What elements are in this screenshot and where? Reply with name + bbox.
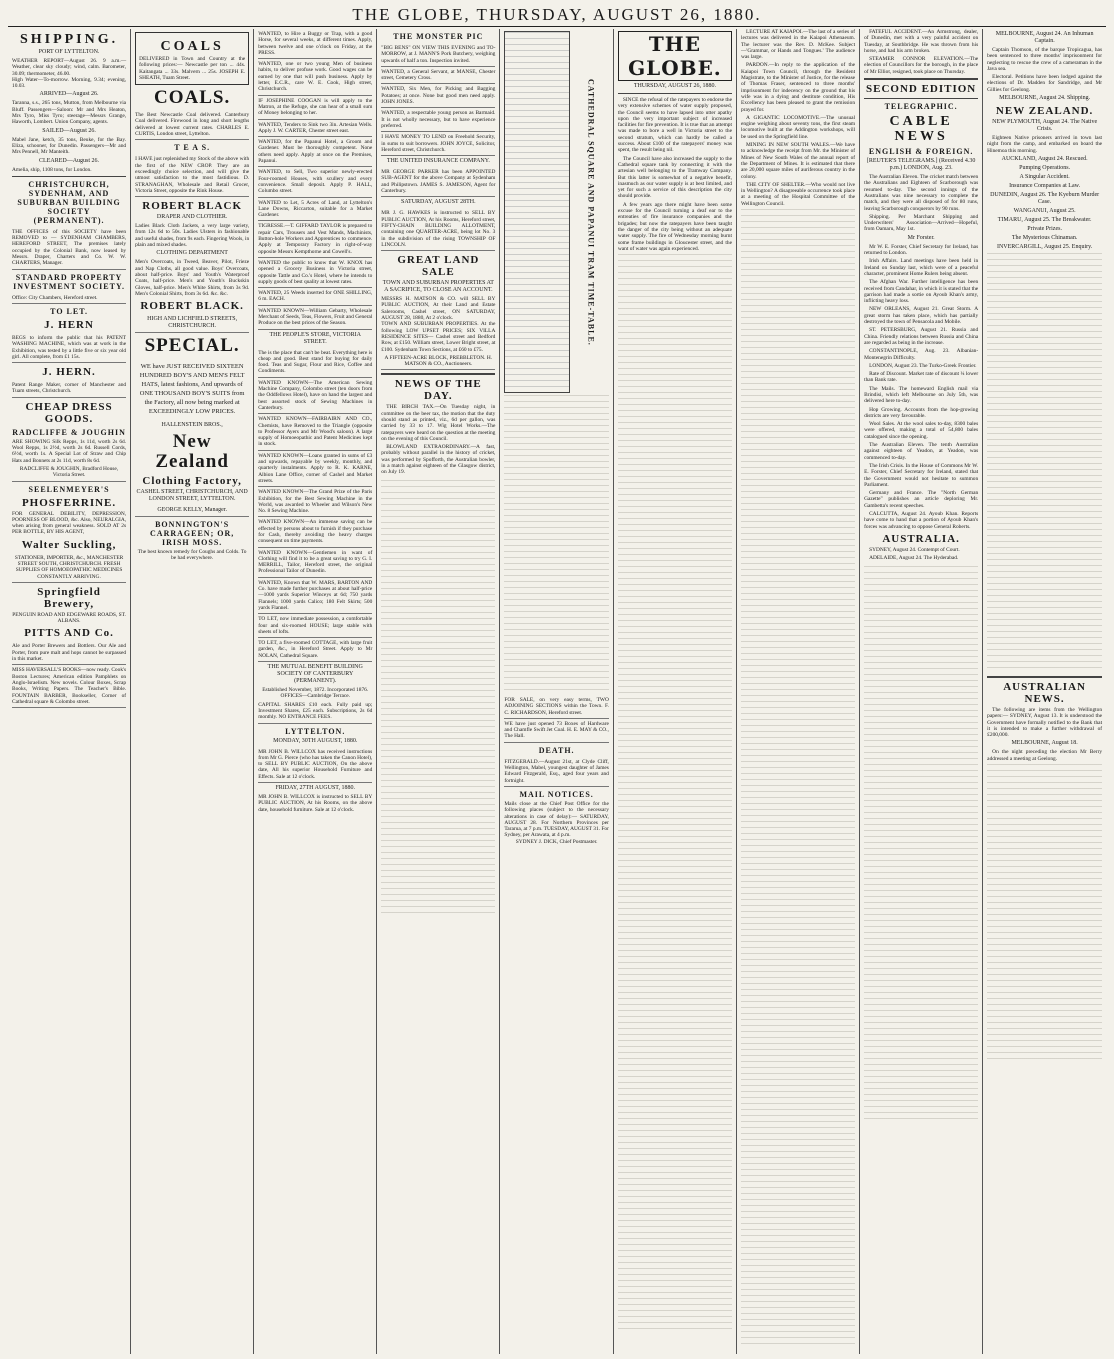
haversall-ad: MISS HAVERSALL'S BOOKS—now ready. Cook's Boston Lectures; American edition Pamphlets on Anglo-Israelism. New novels. Colour Boxes, Scrap Books, Writing Papers. The Teacher's Bible. FOUNTAIN BARBER, Bookseller, Corner of Cathedral square & Colombo street. <box>12 665 126 708</box>
great-land-sale-sub: TOWN AND SUBURBAN PROPERTIES AT A SACRIFICE, TO CLOSE AN ACCOUNT. <box>382 280 494 294</box>
wanted-ad: WANTED KNOWN—An immense saving can be effected by persons about to furnish if they purchase for Cash, thereby avoiding the heavy charges consequent on time payments. <box>258 517 372 547</box>
news-paragraph: PARDON.—In reply to the application of the Kaiapoi Town Council, through the Resident Magistrate, to the Minister of Justice, for the release of Thomas Fraser, sentenced to three months' imprisonment for indecency on the ground that his wife was in a dying and destitute condition, His Excellency has been pleased to grant the remission prayed for. <box>740 62 856 113</box>
insurance-text: MR GEORGE PARKER has been APPOINTED SUB-AGENT for the above Company at Sydenham and Philipstown. JAMES S. JAMESON, Agent for Canterbury. <box>381 167 495 197</box>
second-edition-heading: SECOND EDITION <box>865 83 977 96</box>
nz-news-body <box>987 47 1102 102</box>
wanted-ad: WANTED KNOWN—Loans granted in sums of £3 and upwards, repayable by weekly, monthly, and quarterly instalments. Apply to R. K. KARNE, Albion Lane Office, corner of Cashel and Market streets. <box>258 451 372 487</box>
christchurch-society-heading: CHRISTCHURCH, SYDENHAM, AND SUBURBAN BUILDING SOCIETY (PERMANENT). <box>17 179 121 225</box>
phosferrine-heading: PHOSFERRINE. <box>21 496 117 509</box>
australia-body <box>864 547 978 562</box>
to-let-ad: TO LET, now immediate possession, a comfortable four and six-roomed HOUSE; large stable with sheets of lofts. <box>258 614 372 638</box>
cable-item: Wool Sales. At the wool sales to-day, 8300 bales were offered, making a total of 54,800 bales catalogued since the opening. <box>864 421 979 440</box>
clothing-factory-heading: Clothing Factory, <box>142 475 242 488</box>
to-let-ad: TO LET, a five-roomed COTTAGE, with large fruit garden, &c., in Hereford Street. Apply to Mr NOLAN, Cathedral Square. <box>258 638 372 662</box>
cable-item: Mr W. E. Forster, Chief Secretary for Ireland, has returned to London. <box>864 243 979 257</box>
wanted-ad: IF JOSEPHINE COOGAN is will apply to the Matron, at the Refuge, she can hear of a small sum of Money belonging to her. <box>258 96 372 120</box>
column-shipping <box>8 29 131 1354</box>
double-rule <box>864 78 978 80</box>
reuter-line: [REUTER'S TELEGRAMS.] (Received 4.30 p.m.) LONDON, Aug. 23. <box>866 158 976 172</box>
monday-sale-text: MR JOHN B. WILLCOX has received instructions from Mr G. Pierce (who has taken the Canon Hotel), to SELL BY PUBLIC AUCTION, On the above date, All his superior Household Furniture and Effects. Sale at 12 o'clock. <box>258 747 372 783</box>
cable-news-body <box>864 174 978 530</box>
leader-paragraph: The Council have also increased the supply to the Cathedral square tank by connecting it with the artesian well belonging to the Tramway Company. But this latter is somewhat of a negative benefit, inasmuch as our water supply is at best limited, and yet for such a service of this description the city should provide. <box>617 155 732 200</box>
tram-timetable <box>504 31 596 393</box>
lyttelton-heading: LYTTELTON. <box>285 726 346 736</box>
hallenstein: HALLENSTEIN BROS., <box>161 422 223 429</box>
port-heading: PORT OF LYTTELTON. <box>38 49 100 55</box>
great-land-sale-heading: GREAT LAND SALE <box>397 254 480 279</box>
cable-item: CONSTANTINOPLE, Aug. 23. Albanian-Montenegrin Difficulty. <box>864 348 979 361</box>
local-news <box>741 29 855 207</box>
insurance-heading: THE UNITED INSURANCE COMPANY. <box>386 158 490 165</box>
capital-shares-text: CAPITAL SHARES £10 each. Fully paid up; Investment Shares, £25 each. Subscriptions, 2s 6d monthly. NO ENTRANCE FEES. <box>258 700 372 724</box>
news-paragraph: MINING IN NEW SOUTH WALES.—We have to acknowledge the receipt from Mr. the Minister of Mines of New South Wales of the annual report of the Department of Mines. It is estimated that there are 20,000 square miles of auriferous country in the colony. <box>740 142 856 180</box>
cable-item: SYDNEY, August 24. Contempt of Court. <box>869 546 960 553</box>
news-paragraph: LECTURE AT KAIAPOI.—The last of a series of lectures was delivered in the Kaiapoi Athenaeum. The lecturer was the Rev. D. McKee. Subject—'Grammar, or Hands and Tongues.' The audience was large. <box>740 29 856 61</box>
cable-item: Rate of Discount. Market rate of discount ¼ lower than Bank rate. <box>864 371 979 384</box>
news-paragraph: A GIGANTIC LOCOMOTIVE.—The unusual engine weighing about seventy tons, the first steam locomotive built at the Addington workshops, will be used on the Springfield line. <box>740 114 856 140</box>
divider <box>864 98 978 99</box>
subheading: The Mysterious Chinaman. <box>1011 234 1078 241</box>
cleared-heading: CLEARED—August 26. <box>39 157 100 164</box>
wanted-ad: WANTED, Tenders to Sink two 3in. Artesian Wells. Apply J. W. CARTER, Chester street east. <box>258 120 372 138</box>
divider <box>618 93 732 94</box>
saturday-heading: SATURDAY, AUGUST 28TH. <box>401 199 476 206</box>
cable-item: NEW ORLEANS, August 21. Great Storm. A great storm has taken place, which has partially destroyed the town of Pensacola and Mobile. <box>864 306 979 326</box>
mutual-society-text: Established November, 1872. Incorporated 1876. OFFICES—Cambridge Terrace. <box>262 687 369 700</box>
brewery-heading: Springfield Brewery, <box>37 585 101 610</box>
cleared-text: Amelia, ship, 1108 tons, for London. <box>12 166 92 173</box>
wanted-ad: WANTED, one or two young Men of business habits, to deliver profuse work. Good wages can be earned by one that will push business. Apply by letter, E.C.R., care W. E. Cook, High street, Christchurch. <box>258 59 372 95</box>
cable-item: ST. PETERSBURG, August 21. Russia and China. Friendly relations between Russia and China are regarded as being in the increase. <box>864 327 979 346</box>
high-water: High Water—To-morrow. Morning, 9.34; evening, 10.03. <box>12 76 127 90</box>
wanted-ad: WANTED the public to know that W. KNOX has opened a Grocery Business in Victoria street, opposite Tattle and Co.'s Hotel, where he intends to supply goods of best quality at lowest rates. <box>258 258 372 288</box>
column-auctions <box>377 29 500 1354</box>
wanted-ad: WANTED KNOWN—The Grand Prize of the Paris Exhibition, for the Best Sewing Machine in the World, was awarded to Wheeler and Wilson's New No. 8 Sewing Machine. <box>258 487 372 517</box>
subheading: A Singular Accident. <box>1019 173 1070 180</box>
news-of-the-day-heading: NEWS OF THE DAY. <box>394 378 482 403</box>
seelenmeyer-heading: SEELENMEYER'S <box>28 484 110 494</box>
dateline: MELBOURNE, August 24. An Inhuman Captain. <box>995 31 1094 44</box>
dateline: MELBOURNE, August 24. Shipping. <box>999 95 1091 102</box>
pitts-heading: PITTS AND Co. <box>24 627 114 640</box>
mail-notices-heading: MAIL NOTICES. <box>519 789 594 799</box>
cable-item: Germany and France. The "North German Gazette" publishes an article deploring Mr. Gambetta's recent speeches. <box>864 490 979 509</box>
news-item: On the night preceding the election Mr Berry addressed a meeting at Geelong. <box>987 749 1103 762</box>
leader-paragraph: SINCE the refusal of the ratepayers to endorse the very extensive schemes of water supply proposed, the Council seems to have lapsed into utter apathy upon the very important subject of increased facilities for fire prevention. It is true that an attempt was made to bore a well in Victoria street to the second stratum, which can hardly be called a success. About £100 of the ratepayers' money was spent, the result being nil. <box>617 97 732 154</box>
nz-news-items <box>987 119 1102 251</box>
dateline: MELBOURNE, August 18. <box>1011 740 1078 747</box>
english-foreign-heading: ENGLISH & FOREIGN. <box>868 147 974 157</box>
column-cable-news <box>860 29 983 1354</box>
leader-paragraph: A few years ago there might have been some excuse for the Council turning a deaf ear to the entreaties of fire insurance companies and the brigades; but now the ratepayers have been taught the danger of the city being without an adequate water supply. The fire of Wednesday morning burnt some frame buildings in Gloucester street, and the want of water was again experienced. <box>617 201 732 252</box>
friday-sale-heading: FRIDAY, 27TH AUGUST, 1880. <box>275 785 356 792</box>
hern-ad: BEGS to inform the public that his PATENT WASHING MACHINE, which was at work in the Exhibition, was tested by a little five or six year old girl. All complete, from £1 15s. <box>12 333 126 363</box>
pitts-ad: Ale and Porter Brewers and Bottlers. Our Ale and Porter, from pure malt and hops cannot be surpassed in this market. <box>12 641 126 665</box>
christchurch-society-ad: THE OFFICES of this SOCIETY have been REMOVED to — SYDENHAM CHAMBERS, HEREFORD STREET, The premises lately occupied by the Colonial Bank, now leased by Messrs. Draper, Charters and Co. W. W. CHARTERS, Manager. <box>12 227 126 270</box>
news-item: Captain Thomson, of the barque Tropicagua, has been sentenced to three months' imprisonment for neglecting to rescue the crew of a cameraman in the Java sea. <box>987 47 1103 72</box>
wanted-ad: WANTED KNOWN—William Gebarty, Wholesale Merchant of Seeds, Teas, Flowers, Fruit and General Produce on the best prices of the Season. <box>258 306 372 330</box>
news-paragraph: BLOWLAND EXTRAORDINARY.—A fast, probably without parallel in the history of cricket, was performed by Spofforth, the Australian bowler, in a match against eighteen of the Glasgow district, on July 19. <box>381 444 496 476</box>
leader-article <box>618 97 732 252</box>
double-rule <box>381 373 495 375</box>
coals-box <box>135 32 249 85</box>
dateline: WANGANUI, August 25. <box>1013 207 1076 214</box>
death-heading: DEATH. <box>538 745 575 755</box>
news-article <box>381 404 495 475</box>
column-leader <box>614 29 737 1354</box>
news-paragraph: STEAMER CONNOR ELEVATION.—The election of Councillors for the borough, in the place of Mr Elliot, resigned, took place on Thursday. <box>864 56 979 75</box>
bonnington-heading: BONNINGTON'S CARRAGEEN; OR, IRISH MOSS. <box>150 520 235 548</box>
cable-item: Irish Affairs. Land meetings have been held in Ireland on Sunday last, which were of a peaceful character, prominent Home Rulers being absent. <box>864 258 979 277</box>
peoples-store-ad: The is the place that can't be beat. Everything here is cheap and good. Best stand for buying for daily food. Teas and Sugar, Flour and Rice, Coffee and Condiments. <box>258 348 372 378</box>
columns <box>8 29 1106 1354</box>
cable-item: Hop Growing. Accounts from the hop-growing districts are very favourable. <box>864 406 979 419</box>
nz-news-text-block <box>987 253 1102 673</box>
coals-text: DELIVERED in Town and Country at the following prices:— Newcastle per ton ... 44s. Kaitangata ... 33s. Malvern ... 25s. JOSEPH E. SHEATH, Tuam Street. <box>139 56 246 81</box>
australian-news-text-block <box>987 764 1102 1064</box>
special-heading: SPECIAL. <box>144 335 240 357</box>
cable-item: Shipping. Per Marchant Shipping and Underwriters' Association—Arrived—Hopeful, from Oamaru, May 1st. <box>864 213 979 233</box>
masthead: THE GLOBE, THURSDAY, AUGUST 26, 1880. <box>8 4 1106 27</box>
column-timetable <box>500 29 614 1354</box>
divider <box>12 176 126 177</box>
wanted-ad: WANTED KNOWN—Gentlemen in want of Clothing will find it to be a great saving to try G. I. MERRILL, Tailor, Hereford street, the original Professional Tailor of Dunedin. <box>258 548 372 578</box>
coals2-heading: COALS. <box>154 87 231 109</box>
wanted-ad: WANTED, for the Papanui Hotel, a Groom and Gardener. Must be thoroughly competent. None others need apply. Apply at once on the Premises, Papanui. <box>258 137 372 167</box>
accident-news <box>864 29 978 75</box>
double-rule <box>987 676 1102 678</box>
cable-item: CALCUTTA, August 24. Ayoub Khan. Reports have come to hand that a portion of Ayoub Khan's forces was advancing to oppose General Roberts. <box>864 511 979 530</box>
brewery-ad: PENGUIN ROAD AND EDGEWARE ROADS, ST. ALBANS. <box>12 611 126 625</box>
news-item: The following are items from the Wellington papers:— SYDNEY, August 13. It is understood the Government have formally notified to the Bank that it is intended to make a further withdrawal of £200,000. <box>987 706 1103 739</box>
shipping-heading: SHIPPING. <box>19 32 119 47</box>
australian-news-heading: AUSTRALIAN NEWS. <box>1003 680 1086 705</box>
special-text: WE have JUST RECEIVED SIXTEEN HUNDRED BOY'S AND MEN'S FELT HATS, latest fashions, And upwards of ONE THOUSAND BOY'S SUITS from the Factory, all now being marked at EXCEEDINGLY LOW PRICES. <box>139 363 245 416</box>
clothing-dept-heading: CLOTHING DEPARTMENT <box>156 250 228 257</box>
dateline: INVERCARGILL, August 25. Enquiry. <box>996 243 1093 250</box>
hern-heading: J. HERN <box>44 318 94 331</box>
wanted-ad: WANTED, a General Servant, at MANSE, Chester street, Cemetery Cross. <box>381 67 495 85</box>
timetable-grid <box>505 32 569 392</box>
matson-auction-text: MESSRS H. MATSON & CO. will SELL BY PUBLIC AUCTION, At their Land and Estate Salerooms, Cashel street, ON SATURDAY, AUGUST 28, 1880, At 2 o'clock. <box>381 296 496 322</box>
radcliffe-address: RADCLIFFE & JOUGHIN, Bradford House, Victoria Street. <box>12 464 126 482</box>
money-to-lend-ad: I HAVE MONEY TO LEND on Freehold Security, in sums to suit borrowers. JOHN JOYCE, Solicitor, Hereford street, Christchurch. <box>381 132 495 156</box>
news-paragraph: THE CITY OF SHELTER.—Who would not live in Wellington? A disagreeable occurrence took place at a meeting of the Hospital Committee of the Wellington Council. <box>740 181 856 207</box>
wanted-ad: WANTED, to Hire a Buggy or Trap, with a good Horse, for several weeks, at different times. Apply, between twelve and one o'clock on Friday, at the PRESS. <box>258 29 372 59</box>
standard-society-ad: Office: City Chambers, Hereford street. <box>12 293 126 304</box>
subheading: Private Prizes. <box>1027 225 1062 232</box>
peoples-store-heading: THE PEOPLE'S STORE, VICTORIA STREET. <box>269 331 361 345</box>
timetable-title: CATHEDRAL SQUARE AND PAPANUI TRAM TIME-TABLE. <box>586 78 596 346</box>
timetable-body <box>504 395 609 695</box>
column-ads-coals <box>131 29 254 1354</box>
wanted-ad: WANTED KNOWN—The American Sewing Machine Company, Colombo street (ten doors from the Oddfellows Hotel), have on hand the largest and best assorted stock of Sewing Machines in Canterbury. <box>258 378 372 414</box>
wanted-ad: WANTED to Let, 5 Acres of Land, at Lyttelton's Lane Downs, Riccarton, suitable for a Market Gardener. <box>258 198 372 222</box>
wanted-ad: WANTED, 25 Weeds inserted for ONE SHILLING, 6 m. EACH. <box>258 288 372 306</box>
cable-news-heading: CABLE NEWS <box>889 114 953 145</box>
new-zealand-heading: NEW ZEALAND. <box>995 105 1094 118</box>
column-nz-news <box>983 29 1106 1354</box>
cable-body-text-block <box>864 564 978 1124</box>
leader-date: THURSDAY, AUGUST 26, 1880. <box>633 83 717 89</box>
forster-heading: Mr Forster. <box>907 234 935 241</box>
for-sale-ad: FOR SALE, on very easy terms, TWO ADJOINING SECTIONS within the Town. F. C. RICHARDSON, Hereford street. <box>504 695 609 719</box>
monster-pig-heading: THE MONSTER PIC <box>393 32 484 41</box>
mutual-society-heading: THE MUTUAL BENEFIT BUILDING SOCIETY OF CANTERBURY (PERMANENT). <box>267 664 363 685</box>
new-zealand-heading: New Zealand <box>155 431 229 473</box>
suckling-heading: Walter Suckling, <box>21 538 117 551</box>
robert-black2-heading: ROBERT BLACK. <box>140 300 244 313</box>
teas-heading: T E A S. <box>174 143 211 153</box>
radcliffe-ad: ARE SHOWING Silk Repps, 1s 11d, worth 2s 6d. Wool Repps, 1s 2½d, worth 2s 6d. Russell Cords, 6½d, worth 1s. A Special Lot of Straw and Chip Hats and Bonnets at 2s 11d, worth 8s 6d. <box>12 438 127 464</box>
local-news-text-block <box>741 209 855 1349</box>
australia-heading: AUSTRALIA. <box>882 532 960 545</box>
news-body-text-block <box>381 478 495 918</box>
arrived-heading: ARRIVED—August 26. <box>39 91 99 98</box>
hern2-ad: Patent Range Maker, corner of Manchester and Tuam streets, Christchurch. <box>12 380 126 398</box>
cable-item: ADELAIDE, August 24. The Hyderabad. <box>869 555 959 562</box>
coals2-text: The Best Newcastle Coal delivered. Canterbury Coal delivered. Firewood in long and short lengths delivered at lowest current rates. CHARLES E. CURTIS, London street, Lyttelton. <box>135 110 249 140</box>
radcliffe-heading: RADCLIFFE & JOUGHIN <box>12 427 126 437</box>
timetable-wrap <box>504 29 609 395</box>
australian-news-body <box>987 707 1102 762</box>
clothing-dept-text: Men's Overcoats, in Tweed, Beaver, Pilot, Frieze and Nap Cloths, all good value. Boys' Overcoats, about half-price. Boys' and Youth's Waterproof Coats, half-price. Men's and Youth's Buckskin Gloves, half-price. Men's White Shirts, from 3s 9d. Men's Colonial Shirts, from 3s 6d. &c. &c. <box>135 259 250 297</box>
cheap-dress-heading: CHEAP DRESS GOODS. <box>25 400 113 425</box>
robert-black2-address: HIGH AND LICHFIELD STREETS, CHRISTCHURCH. <box>135 314 249 333</box>
dateline: NEW PLYMOUTH, August 24. The Native Crisis. <box>992 119 1098 133</box>
column-local-news <box>737 29 860 1354</box>
robert-black-sub: DRAPER AND CLOTHIER. <box>156 214 228 221</box>
arrived-text: Taranna, s.s., 265 tons, Mutton, from Melbourne via Bluff. Passengers—Saloon: Mr and Mrs Heaton, Mrs Tyro, Miss Tyro; steerage—Messrs Grange, Haworth, Lombert. Union Company, agents. <box>12 100 127 126</box>
kelly-manager: GEORGE KELLY, Manager. <box>135 505 249 517</box>
news-item: Eighteen Native prisoners arrived in town last night from the camp, and embarked on board the Hinemoa this morning. <box>987 135 1103 154</box>
wanted-ad: WANTED KNOWN—FAIRBAIRN AND CO., Chemists, have Removed to the Triangle (opposite to Professor Ayers and Mr Wood's saloon). A large supply of Homoeopathic and Patent Medicines kept in stock. <box>258 414 372 450</box>
to-let-heading: TO LET. <box>50 306 88 316</box>
wanted-ad: WANTED, a respectable young person as Barmaid. It is not wholly necessary, but to have experience preferred. <box>381 108 495 132</box>
leader-body-text-block <box>618 254 732 1334</box>
monday-sale-heading: MONDAY, 30TH AUGUST, 1880. <box>273 737 358 744</box>
sailed-heading: SAILED—August 26. <box>42 127 96 134</box>
friday-sale-text: MR JOHN B. WILLCOX is instructed to SELL BY PUBLIC AUCTION, At his Rooms, on the above date, household furniture. Sale at 12 o'clock. <box>258 794 373 813</box>
cable-item: The Mails. The homeward English mail via Brindisi, which left Melbourne on July 5th, was delivered here to-day. <box>864 385 979 405</box>
cable-item: The Irish Crisis. In the House of Commons Mr W. E. Forster, Chief Secretary for Ireland, stated that the Government would not hesitate to summon Parliament. <box>864 462 979 488</box>
cable-item: The Australian Eleven. The tenth Australian against eighteen of Yeadon, at Yeadon, was commenced to-day. <box>864 442 979 461</box>
weather-report: WEATHER REPORT—August 26. 9 a.m.—Weather, clear sky cloudy; wind, calm. Barometer, 30.09; thermometer, 46.00. <box>12 58 127 77</box>
cable-item: LONDON, August 23. The Turko-Greek Frontier. <box>869 362 977 369</box>
properties-text: TOWN AND SUBURBAN PROPERTIES. At the following LOW UPSET PRICES; SIX VILLA RESIDENCE SITES— Cashel street and Bedford Row, at £150. William street, Lower Bright street, at £100. Sydenham Town Sections, at £60 to £75. <box>381 321 496 353</box>
monster-pig-text: "BIG BENS" ON VIEW THIS EVENING and TO-MORROW, at J. MANN'S Pork Butchery, weighing upwards of half a ton. Inspection invited. <box>381 43 495 67</box>
wanted-ad: WANTED, Known that W. MARS, BARTON AND Co. have made further purchases at about half-price—1000 yards Superior Winceys at 6d; 750 yards Flannels; 1000 yards Calico; 180 Felt Skirts; 500 yards Flannel. <box>258 578 372 614</box>
dateline: TIMARU, August 25. The Breakwater. <box>997 216 1092 223</box>
death-notice: FITZGERALD.—August 21st, at Clyde Cliff, Wellington, Mabel, youngest daughter of James Edward Fitzgerald, Esq., aged four years and fortnight. <box>504 757 609 787</box>
suckling-ad: STATIONER, IMPORTER, &c., MANCHESTER STREET SOUTH, CHRISTCHURCH. FRESH SUPPLIES OF HOMOEOPATHIC MEDICINES CONSTANTLY ARRIVING. <box>12 553 126 583</box>
hawkes-auction-text: MR J. G. HAWKES is instructed to SELL BY PUBLIC AUCTION, At his Rooms, Hereford street, FIFTY-CHAIN BUILDING ALLOTMENT, containing one QUARTER-ACRE, being lot No. 3 in the subdivision of the rising TOWNSHIP OF LINCOLN. <box>381 208 495 251</box>
news-paragraph: FATEFUL ACCIDENT.—An Armstrong, dealer, of Dunedin, met with a very painful accident on Tuesday, at Southbridge. He was thrown from his horse, and had his arm broken. <box>864 29 979 54</box>
hern2-heading: J. HERN. <box>42 366 96 379</box>
standard-society-heading: STANDARD PROPERTY INVESTMENT SOCIETY. <box>13 272 125 291</box>
teas-text: I HAVE just replenished my Stock of the above with the first of the NEW CROP. They are an exceedingly choice selection, and will give the utmost satisfaction to the most fastidious. D. STRANAGHAN, Wholesale and Retail Grocer, Victoria Street, opposite the Rink House. <box>135 154 249 197</box>
mail-notices-text: Mails close at the Chief Post Office for the following places (subject to the necessary alterations in case of delay):— SATURDAY, AUGUST 28. For Northern Provinces per Tararua, at 7 p.m. TUESDAY, AUGUST 31. For Sydney, per Arawata, at 4 p.m. <box>504 800 609 839</box>
wanted-ad: WANTED, to Sell, Two superior newly-erected Four-roomed Houses, with scullery and every convenience. Small deposit. Apply P. HALL, Columbo street. <box>258 167 372 197</box>
subheading: Pumping Operations. <box>1019 164 1071 171</box>
news-paragraph: THE BIRCH TAX.—On Tuesday night, in committee on the beer tax, the motion that the duty should stand as printed, viz., 6d per gallon, was carried by 33 to 17. Wig Hotel Works.—The ratepayers were heard on the question at the meeting on the evening of this Council. <box>381 404 496 442</box>
cashel-street: CASHEL STREET, CHRISTCHURCH, AND LONDON STREET, LYTTELTON. <box>136 489 248 503</box>
cable-item: The Australian Eleven. The cricket match between the Australians and Eighteen of Scarborough was resumed to-day. The second innings of the Australians was nine necessary to complete the match, and they were all disposed of for 80 runs, leaving Scarborough conquerors by 90 runs. <box>864 174 979 212</box>
globe-title: THE GLOBE. <box>618 31 732 81</box>
phosferrine-ad: FOR GENERAL DEBILITY, DEPRESSION, POORNESS OF BLOOD, &c. Also, NEURALGIA, when arising from general weakness. SOLD AT 2s PER BOTTLE, BY HIS AGENT, <box>12 510 127 536</box>
wanted-ad: WANTED, Six Men, for Picking and Bagging Potatoes; at once. None but good men need apply. JOHN JONES. <box>381 84 495 108</box>
telegraphic-heading: TELEGRAPHIC. <box>884 102 958 112</box>
hardware-ad: WE have just opened 73 Boxes of Hardware and Chamfle Swift Jet Coal. H. E. MAY & CO., The Hall. <box>504 719 609 743</box>
column-wanted <box>254 29 377 1354</box>
sailed-text: Mabel Jane, ketch, 35 tons, Beuke, for the Bay. Eliza, schooner, for Dunedin. Passengers—Mr and Mrs Pennell, Mr Manteith. <box>12 136 127 156</box>
tigresse-ad: TIGRESSE.—T. GIFFARD TAYLOR is prepared to repair Cars, Trousers and Vest Mands, Machinists, Button-hole Workers and Apprentices to commence. Apply at Temporary Factory in right-of-way opposite Messrs Kempthorne and Cowell's. <box>258 221 372 257</box>
subheading: Insurance Companies at Law. <box>1009 182 1081 189</box>
bonnington-text: The best known remedy for Coughs and Colds. To be had everywhere. <box>137 549 247 562</box>
dateline: AUCKLAND, August 24. Rescued. <box>1001 155 1088 162</box>
postmaster: SYDNEY J. DICK, Chief Postmaster. <box>515 838 598 845</box>
robert-black-heading: ROBERT BLACK <box>142 200 243 213</box>
freehold-text: A FIFTEEN-ACRE BLOCK, PREBBLETON. H. MATSON & CO., Auctioneers. <box>381 353 495 371</box>
news-item: Electoral. Petitions have been lodged against the elections of Dr. Madden for Sandridge, and Mr Gillies for Geelong. <box>987 74 1103 93</box>
dateline: DUNEDIN, August 26. The Kyeburn Murder Case. <box>990 191 1100 205</box>
cable-item: The Afghan War. Further intelligence has been received from Candahar, in which it is stated that the garrison had made a sortie on Ayoub Khan's army, inflicting heavy loss. <box>864 279 979 305</box>
robert-black-text: Ladies Black Cloth Jackets, a very large variety, from 12s 6d to 50s. Ladies Ulsters in fashionable and useful shades, from 9s each. Fingering Wools, in plain and mixed shades. <box>135 223 250 249</box>
coals-heading: COALS <box>160 39 224 54</box>
